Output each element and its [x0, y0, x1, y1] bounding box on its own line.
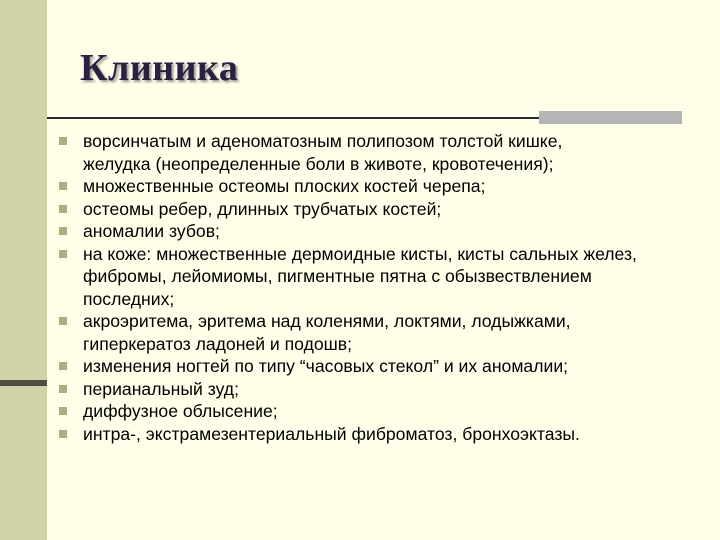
- bullet-item: [58, 243, 720, 311]
- bullet-text-line: интра-, экстрамезентериальный фиброматоз, бронхоэктазы.: [83, 423, 580, 444]
- square-bullet-icon: [59, 407, 67, 415]
- bullet-text-line: аномалии зубов;: [83, 221, 220, 241]
- square-bullet-icon: [59, 362, 67, 370]
- bullet-text-line: на коже: множественные дермоидные кисты, кисты сальных желез,: [83, 243, 637, 264]
- bullet-list: [58, 130, 720, 445]
- title-divider-line: [47, 117, 539, 119]
- bullet-text-line: фибромы, лейомиомы, пигментные пятна с обызвествлением: [83, 266, 592, 286]
- bullet-item: [58, 400, 720, 423]
- square-bullet-icon: [59, 250, 67, 258]
- bullet-text-line: остеомы ребер, длинных трубчатых костей;: [83, 198, 442, 219]
- bullet-item: [58, 220, 720, 243]
- bullet-text-line: перианальный зуд;: [83, 378, 239, 399]
- square-bullet-icon: [59, 205, 67, 213]
- square-bullet-icon: [59, 317, 67, 325]
- square-bullet-icon: [59, 227, 67, 235]
- bullet-item: [58, 198, 720, 221]
- bullet-text-line: акроэритема, эритема над коленями, локтями, лодыжками,: [83, 311, 571, 331]
- square-bullet-icon: [59, 430, 67, 438]
- bullet-item: [58, 378, 720, 401]
- bullet-text-line: желудка (неопределенные боли в животе, кровотечения);: [83, 153, 554, 174]
- title-divider-block: [539, 111, 682, 124]
- square-bullet-icon: [59, 385, 67, 393]
- bullet-text-line: изменения ногтей по типу “часовых стекол” и их аномалии;: [83, 356, 569, 376]
- bullet-item: [58, 175, 720, 198]
- bullet-item: [58, 130, 720, 175]
- left-accent-bar: [0, 0, 47, 540]
- bullet-text-line: гиперкератоз ладоней и подошв;: [83, 333, 352, 354]
- bullet-text-line: последних;: [83, 288, 175, 309]
- slide-title: Клиника: [80, 47, 239, 89]
- bullet-item: [58, 355, 720, 378]
- left-accent-stripe: [0, 380, 47, 386]
- square-bullet-icon: [59, 137, 67, 145]
- bullet-item: [58, 310, 720, 355]
- bullet-text-line: множественные остеомы плоских костей черепа;: [83, 176, 486, 196]
- bullet-text-line: ворсинчатым и аденоматозным полипозом толстой кишке,: [83, 131, 563, 151]
- bullet-text-line: диффузное облысение;: [83, 401, 278, 421]
- square-bullet-icon: [59, 182, 67, 190]
- bullet-item: [58, 423, 720, 446]
